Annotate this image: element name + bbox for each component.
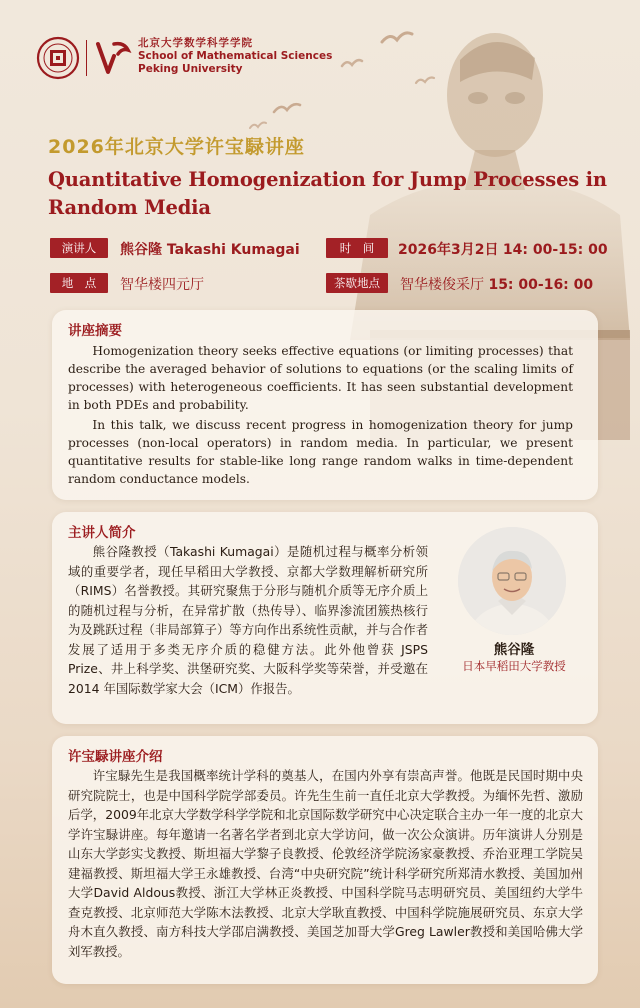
speaker-bio-heading: 主讲人简介 (68, 525, 136, 541)
tea-value: 智华楼俊采厅 15: 00-16: 00 (400, 277, 594, 293)
institution-name-en-2: Peking University (138, 63, 243, 75)
speaker-portrait-image (458, 527, 566, 635)
logo-divider (86, 40, 87, 76)
series-intro-text: 许宝騄先生是我国概率统计学科的奠基人，在国内外享有崇高声誉。他既是民国时期中央研究院院士，也是中国科学院学部委员。许先生生前一直任北京大学教授。为缅怀先哲、激励后学，2009年北京大学数学科学学院和北京国际数学研究中心决定联合主办一年一度的北京大学许宝騄讲座。每年邀请一名著名学者到北京大学访问，做一次公众演讲。历年演讲人分别是山东大学彭实戈教授、斯坦福大学黎子良教授、伦敦经济学院汤家豪教授、乔治亚理工学院吴建福教授、斯坦福大学王永雄教授、台湾“中央研究院”统计科学研究所郑清水教授、美国加州大学David Aldous教授、浙江大学林正炎教授、中国科学院马志明研究员、美国纽约大学牛查克教授、北京师范大学陈木法教授、北京大学耿直教授、中国科学院施展研究员、东京大学舟木直久教授、南方科技大学邵启满教授、美国芝加哥大学Greg Lawler教授和美国哈佛大学刘军教授。 (68, 768, 583, 959)
speaker-label-tag: 演讲人 (50, 238, 108, 258)
location-value: 智华楼四元厅 (120, 277, 204, 293)
bird-icon (248, 120, 268, 131)
lecture-series-title: 2026年北京大学许宝騄讲座 (48, 136, 305, 158)
abstract-card (52, 310, 598, 500)
institution-name-zh: 北京大学数学科学学院 (138, 37, 253, 49)
abstract-heading: 讲座摘要 (68, 323, 122, 339)
institution-name-en: School of Mathematical Sciences (138, 50, 333, 62)
bird-icon (340, 56, 364, 70)
time-label-tag: 时 间 (326, 238, 388, 258)
speaker-affiliation: 日本早稻田大学教授 (462, 659, 566, 673)
bird-icon (272, 100, 302, 116)
institution-name (138, 37, 332, 76)
series-intro-heading: 许宝騄讲座介绍 (68, 749, 163, 765)
time-value: 2026年3月2日 14: 00-15: 00 (398, 242, 608, 258)
abstract-paragraph-2: In this talk, we discuss recent progress in homogenization theory for jump processes (non-local operators) in random media. In particular, we present quantitative results for stable-like long range random walks in time-dependent random conductance models. (68, 418, 573, 486)
peking-university-seal-logo (36, 36, 80, 80)
tea-label-tag: 茶歇地点 (326, 273, 388, 293)
speaker-photo (458, 527, 566, 635)
bird-icon (380, 28, 414, 48)
bird-icon (414, 74, 436, 86)
series-intro-card (52, 736, 598, 984)
speaker-value: 熊谷隆 Takashi Kumagai (120, 242, 300, 258)
school-emblem-logo (94, 36, 132, 80)
abstract-paragraph-1: Homogenization theory seeks effective equations (or limiting processes) that describe the averaged behavior of solutions to equations (or the scaling limits of processes) with heterogeneous coefficients. It has seen substantial development in both PDEs and probability. (68, 344, 573, 412)
talk-title: Quantitative Homogenization for Jump Processes in Random Media (48, 168, 607, 219)
location-label-tag: 地 点 (50, 273, 108, 293)
speaker-bio-text: 熊谷隆教授（Takashi Kumagai）是随机过程与概率分析领域的重要学者，现任早稻田大学教授、京都大学数理解析研究所（RIMS）名誉教授。其研究聚焦于分形与随机介质等无序介质上的随机过程与分析，在异常扩散（热传导）、临界渗流团簇热核行为及跳跃过程（非局部算子）等方向作出系统性贡献，并与合作者发展了适用于多类无序介质的稳健方法。此外他曾获 JSPS Prize、井上科学奖、洪堡研究奖、大阪科学奖等荣誉，并受邀在 2014 年国际数学家大会（ICM）作报告。 (68, 544, 428, 696)
speaker-name: 熊谷隆 (493, 642, 535, 658)
